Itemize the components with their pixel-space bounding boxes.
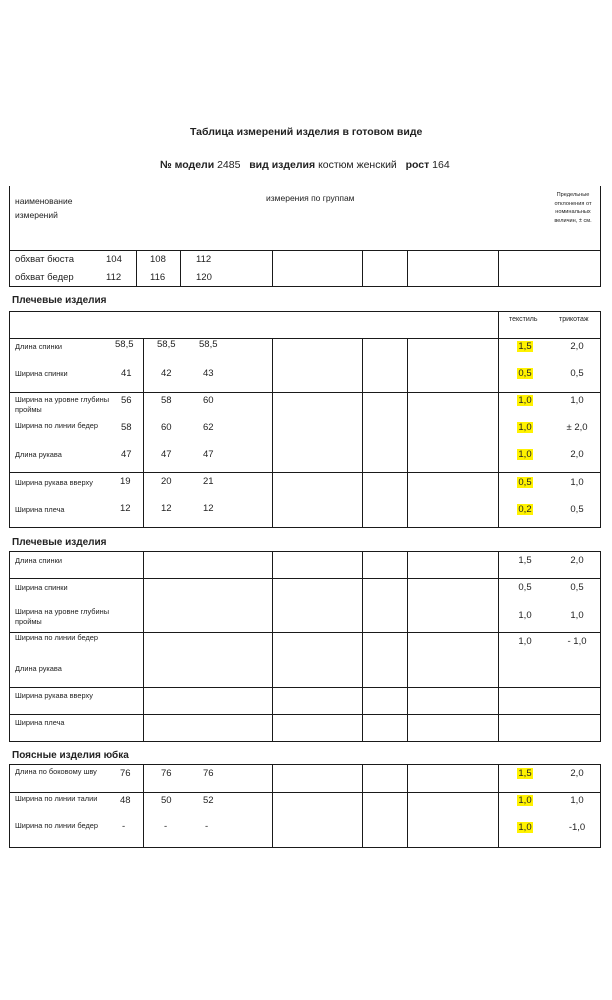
table-border <box>600 311 601 528</box>
row-name: Ширина по линии бедер <box>15 633 99 642</box>
col-knit: трикотаж <box>559 316 589 323</box>
table-rule <box>9 527 601 528</box>
row-name: Ширина плеча <box>15 505 65 514</box>
tolerance-knit: - 1,0 <box>567 636 587 647</box>
value-size-3: 43 <box>203 368 214 379</box>
header-tolerance-col: Предельные отклонения от номинальных величин, ± см. <box>554 192 592 224</box>
value-size-2: 58 <box>161 395 172 406</box>
row-name: Ширина спинки <box>15 369 68 378</box>
table-border <box>600 764 601 848</box>
height-label: рост <box>405 159 430 171</box>
value-size-2: 58,5 <box>157 339 176 350</box>
tolerance-textile: 1,5 <box>518 341 532 352</box>
page-title: Таблица измерений изделия в готовом виде <box>190 126 423 138</box>
section-title: Плечевые изделия <box>12 537 107 548</box>
tolerance-knit: 2,0 <box>570 768 584 779</box>
table-rule <box>9 311 601 312</box>
col-rule <box>498 764 499 848</box>
table-rule <box>9 687 601 688</box>
value-size-2: 50 <box>161 795 172 806</box>
value-size-2: 60 <box>161 422 172 433</box>
tolerance-textile: 0,5 <box>518 582 532 593</box>
table-rule <box>9 472 601 473</box>
value-size-1: 56 <box>121 395 132 406</box>
tolerance-textile: 1,0 <box>518 822 532 833</box>
value-size-1: 48 <box>120 795 131 806</box>
table-rule <box>9 847 601 848</box>
section-title: Поясные изделия юбка <box>12 750 129 761</box>
col-rule <box>498 551 499 742</box>
value-size-2: 108 <box>150 254 166 265</box>
table-border <box>600 551 601 742</box>
tolerance-knit: 1,0 <box>570 795 584 806</box>
row-name: Ширина по линии бедер <box>15 821 99 830</box>
value-size-3: 120 <box>196 272 212 283</box>
row-name: Ширина по линии бедер <box>15 421 99 430</box>
value-size-1: 112 <box>106 272 122 283</box>
row-name: Ширина по линии талии <box>15 794 98 803</box>
tolerance-knit: 1,0 <box>570 395 584 406</box>
height-value: 164 <box>432 159 450 171</box>
value-size-3: 58,5 <box>199 339 218 350</box>
col-rule <box>143 551 144 742</box>
table-rule <box>9 578 601 579</box>
table-rule <box>9 392 601 393</box>
col-rule <box>362 551 363 742</box>
value-size-1: 76 <box>120 768 131 779</box>
value-size-3: 76 <box>203 768 214 779</box>
value-size-3: 47 <box>203 449 214 460</box>
row-name: Ширина на уровне глубины проймы <box>15 607 110 626</box>
tolerance-textile: 1,5 <box>518 555 532 566</box>
kind-label: вид изделия <box>249 159 316 171</box>
kind-value: костюм женский <box>318 159 397 171</box>
value-size-1: - <box>122 821 126 832</box>
col-rule <box>407 764 408 848</box>
col-rule <box>143 764 144 848</box>
col-rule <box>498 250 499 286</box>
tolerance-knit: 1,0 <box>570 610 584 621</box>
col-rule <box>407 551 408 742</box>
row-name: обхват бедер <box>15 272 74 283</box>
tolerance-knit: 0,5 <box>570 368 584 379</box>
col-rule <box>272 338 273 527</box>
row-name: Ширина рукава вверху <box>15 478 93 487</box>
table-border <box>9 311 10 528</box>
table-rule <box>9 714 601 715</box>
tolerance-knit: ± 2,0 <box>566 422 588 433</box>
model-label: № модели <box>160 159 215 171</box>
table-rule <box>9 250 601 251</box>
col-rule <box>498 311 499 528</box>
table-border <box>9 551 10 742</box>
col-rule <box>407 250 408 286</box>
header-groups-col: измерения по группам <box>266 193 355 203</box>
col-rule <box>272 250 273 286</box>
value-size-2: 47 <box>161 449 172 460</box>
tolerance-knit: 2,0 <box>570 341 584 352</box>
row-name: Длина спинки <box>15 342 62 351</box>
tolerance-textile: 1,0 <box>518 395 532 406</box>
tolerance-textile: 1,0 <box>518 636 532 647</box>
row-name: Длина по боковому шву <box>15 767 97 776</box>
value-size-2: 76 <box>161 768 172 779</box>
value-size-1: 47 <box>121 449 132 460</box>
table-rule <box>9 551 601 552</box>
value-size-3: 112 <box>196 254 212 265</box>
col-rule <box>272 551 273 742</box>
col-rule <box>136 250 137 286</box>
table-border <box>9 186 10 287</box>
table-rule <box>9 792 601 793</box>
tolerance-knit: 0,5 <box>570 582 584 593</box>
tolerance-knit: 1,0 <box>570 477 584 488</box>
col-textile: текстиль <box>509 316 538 323</box>
table-border <box>9 764 10 848</box>
value-size-3: 21 <box>203 476 214 487</box>
tolerance-textile: 1,0 <box>518 795 532 806</box>
value-size-1: 58,5 <box>115 339 134 350</box>
value-size-2: - <box>164 821 168 832</box>
tolerance-textile: 0,5 <box>518 368 532 379</box>
header-name-col: наименование измерений <box>15 196 73 221</box>
tolerance-textile: 0,2 <box>518 504 532 515</box>
table-rule <box>9 741 601 742</box>
value-size-2: 20 <box>161 476 172 487</box>
row-name: обхват бюста <box>15 254 75 265</box>
tolerance-textile: 1,0 <box>518 449 532 460</box>
row-name: Ширина на уровне глубины проймы <box>15 395 110 414</box>
tolerance-knit: 2,0 <box>570 555 584 566</box>
tolerance-textile: 1,0 <box>518 610 532 621</box>
value-size-1: 41 <box>121 368 132 379</box>
row-name: Ширина рукава вверху <box>15 691 93 700</box>
row-name: Ширина плеча <box>15 718 65 727</box>
value-size-1: 19 <box>120 476 131 487</box>
model-value: 2485 <box>217 159 241 171</box>
value-size-2: 12 <box>161 503 172 514</box>
row-name: Длина спинки <box>15 556 62 565</box>
row-name: Длина рукава <box>15 664 62 673</box>
col-rule <box>362 250 363 286</box>
col-rule <box>180 250 181 286</box>
tolerance-knit: 2,0 <box>570 449 584 460</box>
section-title: Плечевые изделия <box>12 295 107 306</box>
tolerance-knit: -1,0 <box>568 822 586 833</box>
value-size-1: 58 <box>121 422 132 433</box>
value-size-2: 42 <box>161 368 172 379</box>
value-size-3: - <box>205 821 209 832</box>
value-size-3: 52 <box>203 795 214 806</box>
value-size-2: 116 <box>150 272 166 283</box>
row-name: Длина рукава <box>15 450 62 459</box>
col-rule <box>143 338 144 527</box>
tolerance-textile: 1,5 <box>518 768 532 779</box>
table-rule <box>9 338 601 339</box>
table-rule <box>9 764 601 765</box>
row-name: Ширина спинки <box>15 583 68 592</box>
table-rule <box>9 286 601 287</box>
value-size-3: 62 <box>203 422 214 433</box>
model-line <box>160 160 450 171</box>
value-size-1: 12 <box>120 503 131 514</box>
tolerance-knit: 0,5 <box>570 504 584 515</box>
tolerance-textile: 1,0 <box>518 422 532 433</box>
col-rule <box>362 338 363 527</box>
value-size-3: 60 <box>203 395 214 406</box>
col-rule <box>407 338 408 527</box>
col-rule <box>362 764 363 848</box>
value-size-3: 12 <box>203 503 214 514</box>
tolerance-textile: 0,5 <box>518 477 532 488</box>
value-size-1: 104 <box>106 254 122 265</box>
col-rule <box>272 764 273 848</box>
